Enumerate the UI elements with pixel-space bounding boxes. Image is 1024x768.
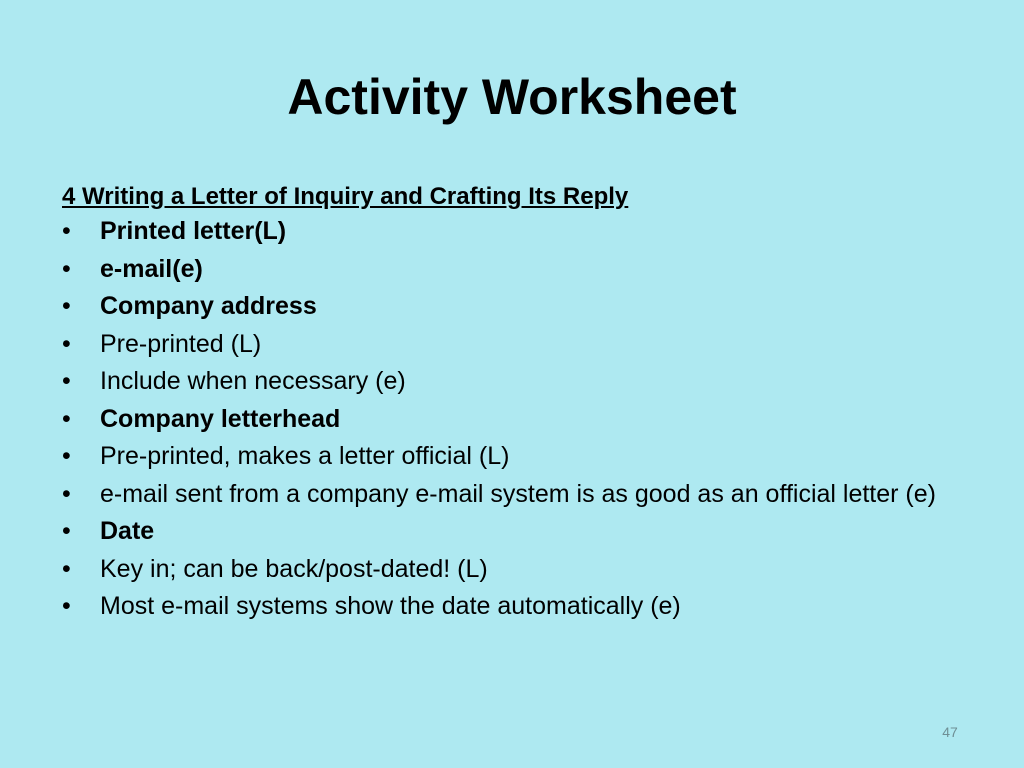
bullet-text: Include when necessary (e) [100,367,406,395]
bullet-item [62,479,962,509]
bullet-marker: • [62,254,71,283]
bullet-item [62,516,962,546]
slide-title: Activity Worksheet [287,69,737,125]
bullet-marker: • [62,554,71,583]
bullet-marker: • [62,479,71,508]
bullet-text: e-mail sent from a company e-mail system is as good as an official letter (e) [100,479,936,508]
bullet-item [62,591,962,621]
bullet-marker: • [62,517,71,545]
page-number: 47 [942,724,958,740]
bullet-text: Pre-printed (L) [100,329,262,358]
bullet-text: Date [100,517,155,545]
section-heading: 4 Writing a Letter of Inquiry and Crafting Its Reply [62,183,629,210]
bullet-list [62,216,962,621]
bullet-item [62,216,962,246]
bullet-marker: • [62,592,71,620]
bullet-item [62,291,962,321]
bullet-item [62,404,962,434]
bullet-item [62,366,962,396]
bullet-item [62,254,962,284]
bullet-marker: • [62,404,71,433]
bullet-text: Printed letter(L) [100,217,287,245]
bullet-text: e-mail(e) [100,254,203,283]
bullet-text: Pre-printed, makes a letter official (L) [100,442,510,470]
bullet-marker: • [62,442,71,470]
bullet-marker: • [62,367,71,395]
bullet-text: Most e-mail systems show the date automatically (e) [100,592,681,620]
bullet-text: Company letterhead [100,404,341,433]
bullet-marker: • [62,329,71,358]
bullet-marker: • [62,292,71,320]
bullet-item [62,441,962,471]
bullet-text: Company address [100,292,317,320]
slide-content [62,178,962,629]
bullet-item [62,329,962,359]
bullet-text: Key in; can be back/post-dated! (L) [100,554,488,583]
bullet-item [62,554,962,584]
bullet-marker: • [62,217,71,245]
